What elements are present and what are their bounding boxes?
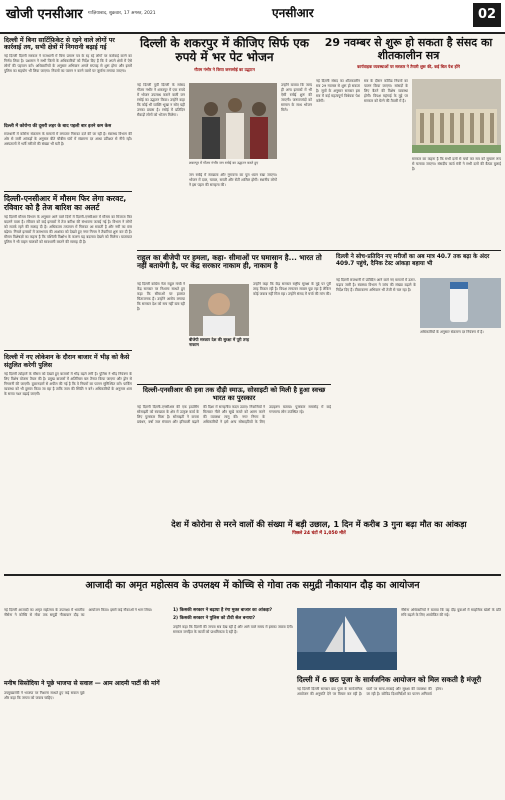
- bottom-body-3: उन्होंने कहा कि दिल्ली की जनता सब देख रही है और आने वाले समय में इसका जवाब देगी। सरकार जनहित के कार्यों को प्राथमिकता दे रही है।: [173, 624, 293, 634]
- sailing-photo: [297, 608, 397, 670]
- right-body-1c: सरकार का कहना है कि सभी दलों से चर्चा कर सत्र को सुचारू रूप से चलाया जाएगा। संसदीय कार्य मंत्री ने सभी दलों की बैठक बुलाई है।: [412, 157, 501, 171]
- center-story-1: [137, 37, 312, 247]
- right-body-2a: नई दिल्ली राजधानी में प्रतिदिन आने वाले नए मामलों में उतार-चढ़ाव जारी है। स्वास्थ्य विभाग ने जांच की संख्या बढ़ाने के निर्देश दिए हैं। टीकाकरण अभियान भी तेजी से चल रहा है।: [336, 278, 416, 292]
- parliament-photo: [412, 79, 501, 153]
- right-headline-1: 29 नवम्बर से शुरू हो सकता है संसद का शीतकालीन सत्र: [324, 36, 493, 62]
- center-body-3: नई दिल्ली दिल्ली-एनसीआर की एक हाउसिंग सोसाइटी को स्वच्छता के क्षेत्र में उत्कृष्ट कार्य के लिए पुरस्कार मिला है। सोसाइटी ने कचरा प्रबंधन, वर्षा जल संचयन और हरियाली बढ़ाने की दिशा में सराहनीय कदम उठाए। निवासियों ने मिलकर गीले और सूखे कचरे को अलग करने की व्यवस्था लागू की। नगर निगम के अधिकारियों ने इसे अन्य सोसाइटियों के लिए उदाहरण बताया। पुरस्कार समारोह में कई गणमान्य लोग उपस्थित रहे।: [137, 405, 331, 425]
- center-headline-2: राहुल का बीजेपी पर हमला, कहा- सीमाओं पर घमासान है... भारत तो नहीं बतायेगी है, पर केंद्र सरकार नाकाम ही, नाकाम है: [137, 253, 322, 271]
- divider: [137, 384, 331, 385]
- divider: [4, 574, 501, 576]
- right-story-1: [316, 37, 501, 247]
- right-headline-2: दिल्ली ने सोच-प्रतिदिन नए मरीजों का अब मात्र 40.7 तक बढ़ा के अंदर 409.7 पहुंचे, दैनिक टेस्ट आंकड़ा बहाया भी: [336, 254, 490, 267]
- left-body-2: राजधानी में कोरोना संक्रमण के मामलों में लगातार गिरावट दर्ज की जा रही है। स्वास्थ्य विभाग की ओर से जारी आंकड़ों के अनुसार बीते चौबीस घंटों में संक्रमण दर आधा प्रतिशत से नीचे रही। अस्पतालों में भर्ती मरीजों की संख्या भी घटी है।: [4, 131, 132, 146]
- question-2: 2) किसकी सरकार ने पुलिस को टीवी सेल बनाया?: [173, 616, 256, 622]
- left-body-4: नई दिल्ली त्योहारों के मौसम को देखते हुए बाजारों में भीड़ बढ़ने लगी है। पुलिस ने भीड़ नियंत्रण के लिए विशेष योजना तैयार की है। प्रमुख बाजारों में अतिरिक्त बल तैनात किया जाएगा और ड्रोन से निगरानी की जाएगी। दुकानदारों से अपील की गई है कि वे नियमों का पालन सुनिश्चित करें। पार्किंग व्यवस्था को भी दुरुस्त किया जा रहा है ताकि जाम की स्थिति न बने। अधिकारियों के अनुसार शाम के समय गश्त बढ़ाई जाएगी।: [4, 371, 132, 396]
- left-headline-2: दिल्ली-एनसीआर में मौसम फिर लेगा करवट, रविवार को है तेज बारिश का अलर्ट: [4, 193, 127, 212]
- bottom-middle-story: [173, 608, 293, 796]
- right-body-2b: अधिकारियों के अनुसार संक्रमण दर नियंत्रण में है।: [420, 330, 484, 334]
- left-subhead-1: दिल्ली में कोरोना की दूसरी लहर के बाद पहली बार इतने कम केस: [4, 124, 112, 130]
- page-number: 02: [473, 3, 501, 27]
- right-body-1b: सत्र के दौरान कोविड नियमों का पालन किया जाएगा। सांसदों के लिए बैठने की विशेष व्यवस्था होगी। विपक्ष महंगाई के मुद्दे पर सरकार को घेरने की तैयारी में है।: [364, 79, 408, 103]
- left-headline-1: दिल्ली में बिना सार्टिफ़िकेट से रहने वाले लोगों पर कार्रवाई तय, सभी क्षेत्रों में निगरानी बढ़ाई गई: [4, 37, 115, 52]
- sailing-body: नौसेना अधिकारियों ने बताया कि यह दौड़ युवाओं में साहसिक खेलों के प्रति रुचि बढ़ाने के लिए आयोजित की गई।: [401, 608, 501, 617]
- divider: [4, 191, 132, 192]
- crowd-photo-icon: [189, 83, 277, 159]
- bottom-body-1: नई दिल्ली आजादी का अमृत महोत्सव के उपलक्ष्य में भारतीय नौसेना ने कोच्चि से गोवा तक समुद्री नौकायान दौड़ का आयोजन किया। इसमें कई नौकाओं ने भाग लिया।: [4, 608, 153, 617]
- right-body-1a: नई दिल्ली संसद का शीतकालीन सत्र 29 नवम्बर से शुरू हो सकता है। सूत्रों के अनुसार सरकार इस सत्र में कई महत्वपूर्ण विधेयक पेश करेगी।: [316, 79, 360, 103]
- divider: [137, 250, 501, 251]
- mid-story: [137, 520, 501, 570]
- vaccine-photo: [420, 278, 501, 328]
- bottom-headline-1: मनीष सिसोदिया ने पूछे भाजपा से सवाल — आम आदमी पार्टी की मांगें: [4, 680, 160, 687]
- question-1: 1) किसकी सरकार ने बढ़ाया है रंगा मुक्त बाजार का आंकड़ा?: [173, 608, 273, 613]
- news-photo: [189, 83, 277, 159]
- left-column: [4, 37, 132, 570]
- portrait-photo-icon: [189, 284, 249, 336]
- center-headline-1: दिल्ली के शकरपुर में कीजिए सिर्फ एक रुपये में भर पेट भोजन: [140, 36, 309, 64]
- center-body-1a: नई दिल्ली पूर्वी दिल्ली के सांसद गौतम गंभीर ने शकरपुर में एक रुपये में भोजन उपलब्ध कराने वाली जन रसोई का उद्घाटन किया। उन्होंने कहा कि कोई भी व्यक्ति भूखा न सोए यही उनका प्रयास है। रसोई में प्रतिदिन सैकड़ों लोगों को भोजन मिलेगा।: [137, 83, 185, 117]
- newspaper-brand: खोजी एनसीआर: [6, 7, 83, 22]
- bottom-body-2: उपमुख्यमंत्री ने भाजपा पर निशाना साधते हुए कई सवाल पूछे और कहा कि जनता को जवाब चाहिए।: [4, 690, 85, 700]
- mid-headline: देश में कोरोना से मरने वालों की संख्या में बड़ी उछाल, 1 दिन में करीब 3 गुना बढ़ा मौत का आंकड़ा: [171, 519, 467, 529]
- sailboat-icon: [297, 608, 397, 670]
- vaccine-vial-icon: [420, 278, 501, 328]
- dateline: गाज़ियाबाद, शुक्रवार, 17 अगस्त, 2021: [88, 11, 156, 16]
- center-body-1c: उन्होंने बताया कि जल्द ही अन्य इलाकों में भी ऐसी रसोई शुरू की जाएगी। जरूरतमंदों को सम्मान के साथ भोजन मिले।: [281, 83, 312, 112]
- left-body-1: नई दिल्ली दिल्ली सरकार ने राजधानी में बिना प्रमाण पत्र के रह रहे लोगों पर कार्रवाई करने का निर्णय लिया है। प्रशासन ने सभी जिलों के अधिकारियों को निर्देश दिए हैं कि वे अपने क्षेत्रों में ऐसे लोगों की पहचान करें। अधिकारियों के अनुसार अभियान अगले सप्ताह से शुरू होगा और इसमें पुलिस का सहयोग भी लिया जाएगा। नियमों का पालन न करने वालों पर जुर्माना लगाया जाएगा।: [4, 54, 132, 74]
- center-headline-3: दिल्ली-एनसीआर की हवा तक दौड़ी स्माऊ, सोसाइटी को मिली है हुआ स्वच्छ भारत का पुरस्कार: [142, 386, 326, 402]
- politician-photo: [189, 284, 249, 336]
- bottom-banner: आजादी का अमृत महोत्सव के उपलक्ष्य में कोच्चि से गोवा तक समुद्री नौकायान दौड़ का आयोजन: [85, 580, 420, 591]
- pull-quote: बीजेपी सरकार देश की सुरक्षा में पूरी तरह नाकाम: [189, 337, 249, 347]
- bottom-left-story: [4, 608, 169, 796]
- bottom-headline-2: दिल्ली में 6 छठ पूजा के सार्वजनिक आयोजन को मिल सकती है मंजूरी: [297, 675, 482, 684]
- photo-caption: शकरपुर में गौतम गंभीर जन रसोई का उद्घाटन करते हुए: [189, 161, 259, 165]
- left-body-3: नई दिल्ली मौसम विभाग के अनुसार आने वाले दिनों में दिल्ली-एनसीआर में मौसम का मिजाज फिर बदलने वाला है। रविवार को कई इलाकों में तेज बारिश की संभावना जताई गई है। विभाग ने लोगों को सतर्क रहने की सलाह दी है। अधिकतम तापमान में गिरावट आ सकती है और नमी का स्तर बढ़ेगा। निचले इलाकों में जलभराव की आशंका को देखते हुए नगर निगम ने तैयारियां शुरू कर दी हैं। मौसम विशेषज्ञों का कहना है कि पश्चिमी विक्षोभ के कारण यह बदलाव देखने को मिलेगा। यातायात पुलिस ने भी वाहन चालकों को सावधानी बरतने की सलाह दी है।: [4, 215, 132, 245]
- center-story-2: [137, 254, 331, 382]
- center-story-3: [137, 384, 331, 520]
- byline: गौतम गंभीर ने किया जनरसोई का उद्घाटन: [194, 66, 255, 72]
- bottom-body-4: नई दिल्ली दिल्ली सरकार छठ पूजा के सार्वजनिक आयोजन की अनुमति देने पर विचार कर रही है। घाटों पर साफ-सफाई और सुरक्षा की व्यवस्था की जा रही है। कोविड दिशानिर्देशों का पालन अनिवार्य होगा।: [297, 687, 443, 697]
- bottom-right-story: [297, 676, 501, 796]
- divider: [4, 350, 132, 351]
- mid-stat: पिछले 24 घंटों में 1,050 मौतें: [292, 531, 346, 537]
- center-body-2b: उन्होंने कहा कि केंद्र सरकार राष्ट्रीय सुरक्षा के मुद्दे पर पूरी तरह विफल रही है। विपक्ष लगातार सवाल पूछ रहा है लेकिन कोई जवाब नहीं मिल रहा। उन्होंने संसद में चर्चा की मांग की।: [253, 282, 331, 296]
- center-body-2a: नई दिल्ली कांग्रेस नेता राहुल गांधी ने केंद्र सरकार पर निशाना साधते हुए कहा कि सीमाओं पर हालात चिंताजनक हैं। उन्होंने आरोप लगाया कि सरकार देश को सच नहीं बता रही है।: [137, 282, 185, 311]
- masthead: [0, 0, 505, 34]
- left-headline-3: दिल्ली में नए लोकेशन के दौरान बाजार में भीड़ को कैसे संतुलित करेगी पुलिस: [4, 354, 130, 369]
- parliament-building-icon: [412, 79, 501, 153]
- center-body-1b: जन रसोई में स्वच्छता और गुणवत्ता का पूरा ध्यान रखा जाएगा। भोजन में दाल, चावल, सब्जी और रोटी शामिल होगी। स्थानीय लोगों ने इस पहल की सराहना की।: [189, 173, 277, 187]
- right-story-2: [336, 254, 501, 382]
- section-title: एनसीआर: [272, 6, 314, 20]
- right-subhead: कार्यवाहक व्यवस्थाओं पर सरकार ने तैयारी शुरू की, कई बिल पेश होंगे: [357, 64, 460, 70]
